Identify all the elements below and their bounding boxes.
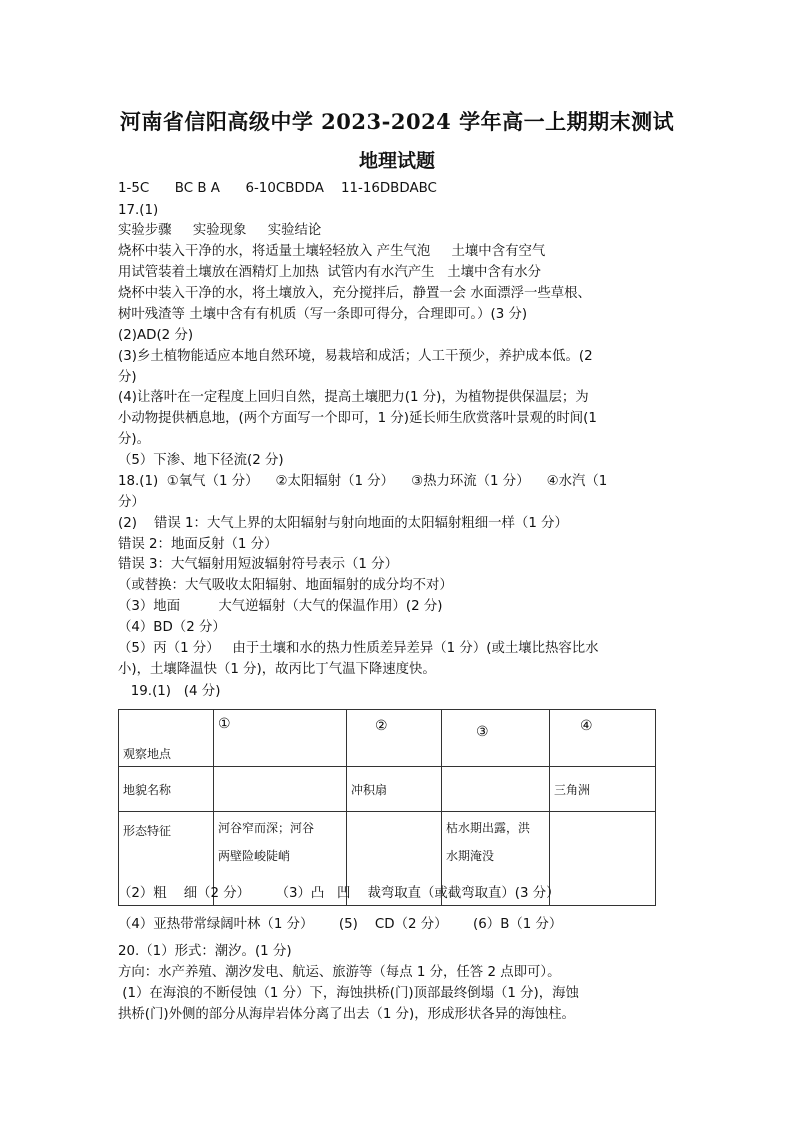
answer-line: (2)AD(2 分) — [118, 328, 194, 343]
answer-line: 实验步骤 实验现象 实验结论 — [118, 223, 322, 238]
answer-line: (4)让落叶在一定程度上回归自然，提高土壤肥力(1 分)，为植物提供保温层；为 — [118, 390, 589, 405]
answer-line: 方向：水产养殖、潮汐发电、航运、旅游等（每点 1 分，任答 2 点即可）。 — [118, 965, 561, 980]
answer-line: 18.(1) ①氧气（1 分） ②太阳辐射（1 分） ③热力环流（1 分） ④水汽（1 — [118, 474, 608, 489]
answer-line: （3）地面 大气逆辐射（大气的保温作用）(2 分) — [118, 599, 443, 614]
answer-line: （4）亚热带常绿阔叶林（1 分） (5) CD（2 分） (6）B（1 分） — [118, 917, 563, 932]
page-title: 河南省信阳高级中学 2023-2024 学年高一上期期末测试 — [119, 109, 675, 134]
answer-line: 分)。 — [118, 432, 151, 447]
table-cell — [442, 767, 550, 812]
answer-line: (3)乡土植物能适应本地自然环境，易栽培和成活；人工干预少，养护成本低。(2 — [118, 349, 593, 364]
table-cell: 三角洲 — [550, 767, 656, 812]
page-subtitle: 地理试题 — [358, 150, 435, 172]
answer-line: （5）丙（1 分） 由于土壤和水的热力性质差异差异（1 分）(或土壤比热容比水 — [118, 641, 599, 656]
answer-line: 树叶残渣等 土壤中含有有机质（写一条即可得分，合理即可。）(3 分) — [118, 307, 528, 322]
answer-line: 小动物提供栖息地，(两个方面写一个即可，1 分)延长师生欣赏落叶景观的时间(1 — [118, 411, 597, 426]
answer-line: 分） — [118, 495, 145, 510]
table-cell — [214, 767, 347, 812]
table-cell — [550, 812, 656, 906]
answer-line: (1）在海浪的不断侵蚀（1 分）下，海蚀拱桥(门)顶部最终倒塌（1 分)，海蚀 — [118, 986, 579, 1001]
answer-line: 错误 2：地面反射（1 分） — [118, 537, 278, 552]
answer-line: 20.（1）形式：潮汐。(1 分) — [118, 944, 292, 959]
table-cell: ③ — [442, 710, 550, 767]
row-header: 观察地点 — [119, 710, 214, 767]
answer-line: 19.(1) (4 分) — [118, 684, 221, 699]
row-header: 地貌名称 — [119, 767, 214, 812]
table-cell: ① — [214, 710, 347, 767]
answer-line: （4）BD（2 分） — [118, 620, 226, 635]
answer-line-mc: 1-5C BC B A 6-10CBDDA 11-16DBDABC — [118, 181, 437, 196]
landform-table — [118, 709, 656, 906]
answer-line: 烧杯中装入干净的水，将适量土壤轻轻放入 产生气泡 土壤中含有空气 — [118, 244, 546, 259]
table-cell: 枯水期出露，洪 水期淹没 — [442, 812, 550, 906]
answer-line: （2）粗 细（2 分） （3）凸 凹 裁弯取直（或截弯取直）(3 分） — [118, 886, 560, 901]
answer-line: 分) — [118, 370, 137, 385]
answer-line: 小)，土壤降温快（1 分)，故丙比丁气温下降速度快。 — [118, 662, 436, 677]
answer-line: 拱桥(门)外侧的部分从海岸岩体分离了出去（1 分)，形成形状各异的海蚀柱。 — [118, 1007, 575, 1022]
table-cell: 河谷窄而深；河谷 两壁险峻陡峭 — [214, 812, 347, 906]
answer-line: 烧杯中装入干净的水，将土壤放入，充分搅拌后，静置一会 水面漂浮一些草根、 — [118, 286, 591, 301]
answer-line: 错误 3：大气辐射用短波辐射符号表示（1 分） — [118, 557, 398, 572]
table-cell: ② — [347, 710, 442, 767]
table-cell: ④ — [550, 710, 656, 767]
answer-line: (2) 错误 1：大气上界的太阳辐射与射向地面的太阳辐射粗细一样（1 分） — [118, 516, 568, 531]
table-row — [119, 710, 656, 767]
row-header: 形态特征 — [119, 812, 214, 906]
table-cell: 冲积扇 — [347, 767, 442, 812]
answer-line: 17.(1) — [118, 203, 159, 218]
answer-line: （5）下渗、地下径流(2 分) — [118, 453, 284, 468]
answer-line: （或替换：大气吸收太阳辐射、地面辐射的成分均不对） — [118, 578, 453, 593]
table-row — [119, 767, 656, 812]
answer-line: 用试管装着土壤放在酒精灯上加热 试管内有水汽产生 土壤中含有水分 — [118, 265, 541, 280]
